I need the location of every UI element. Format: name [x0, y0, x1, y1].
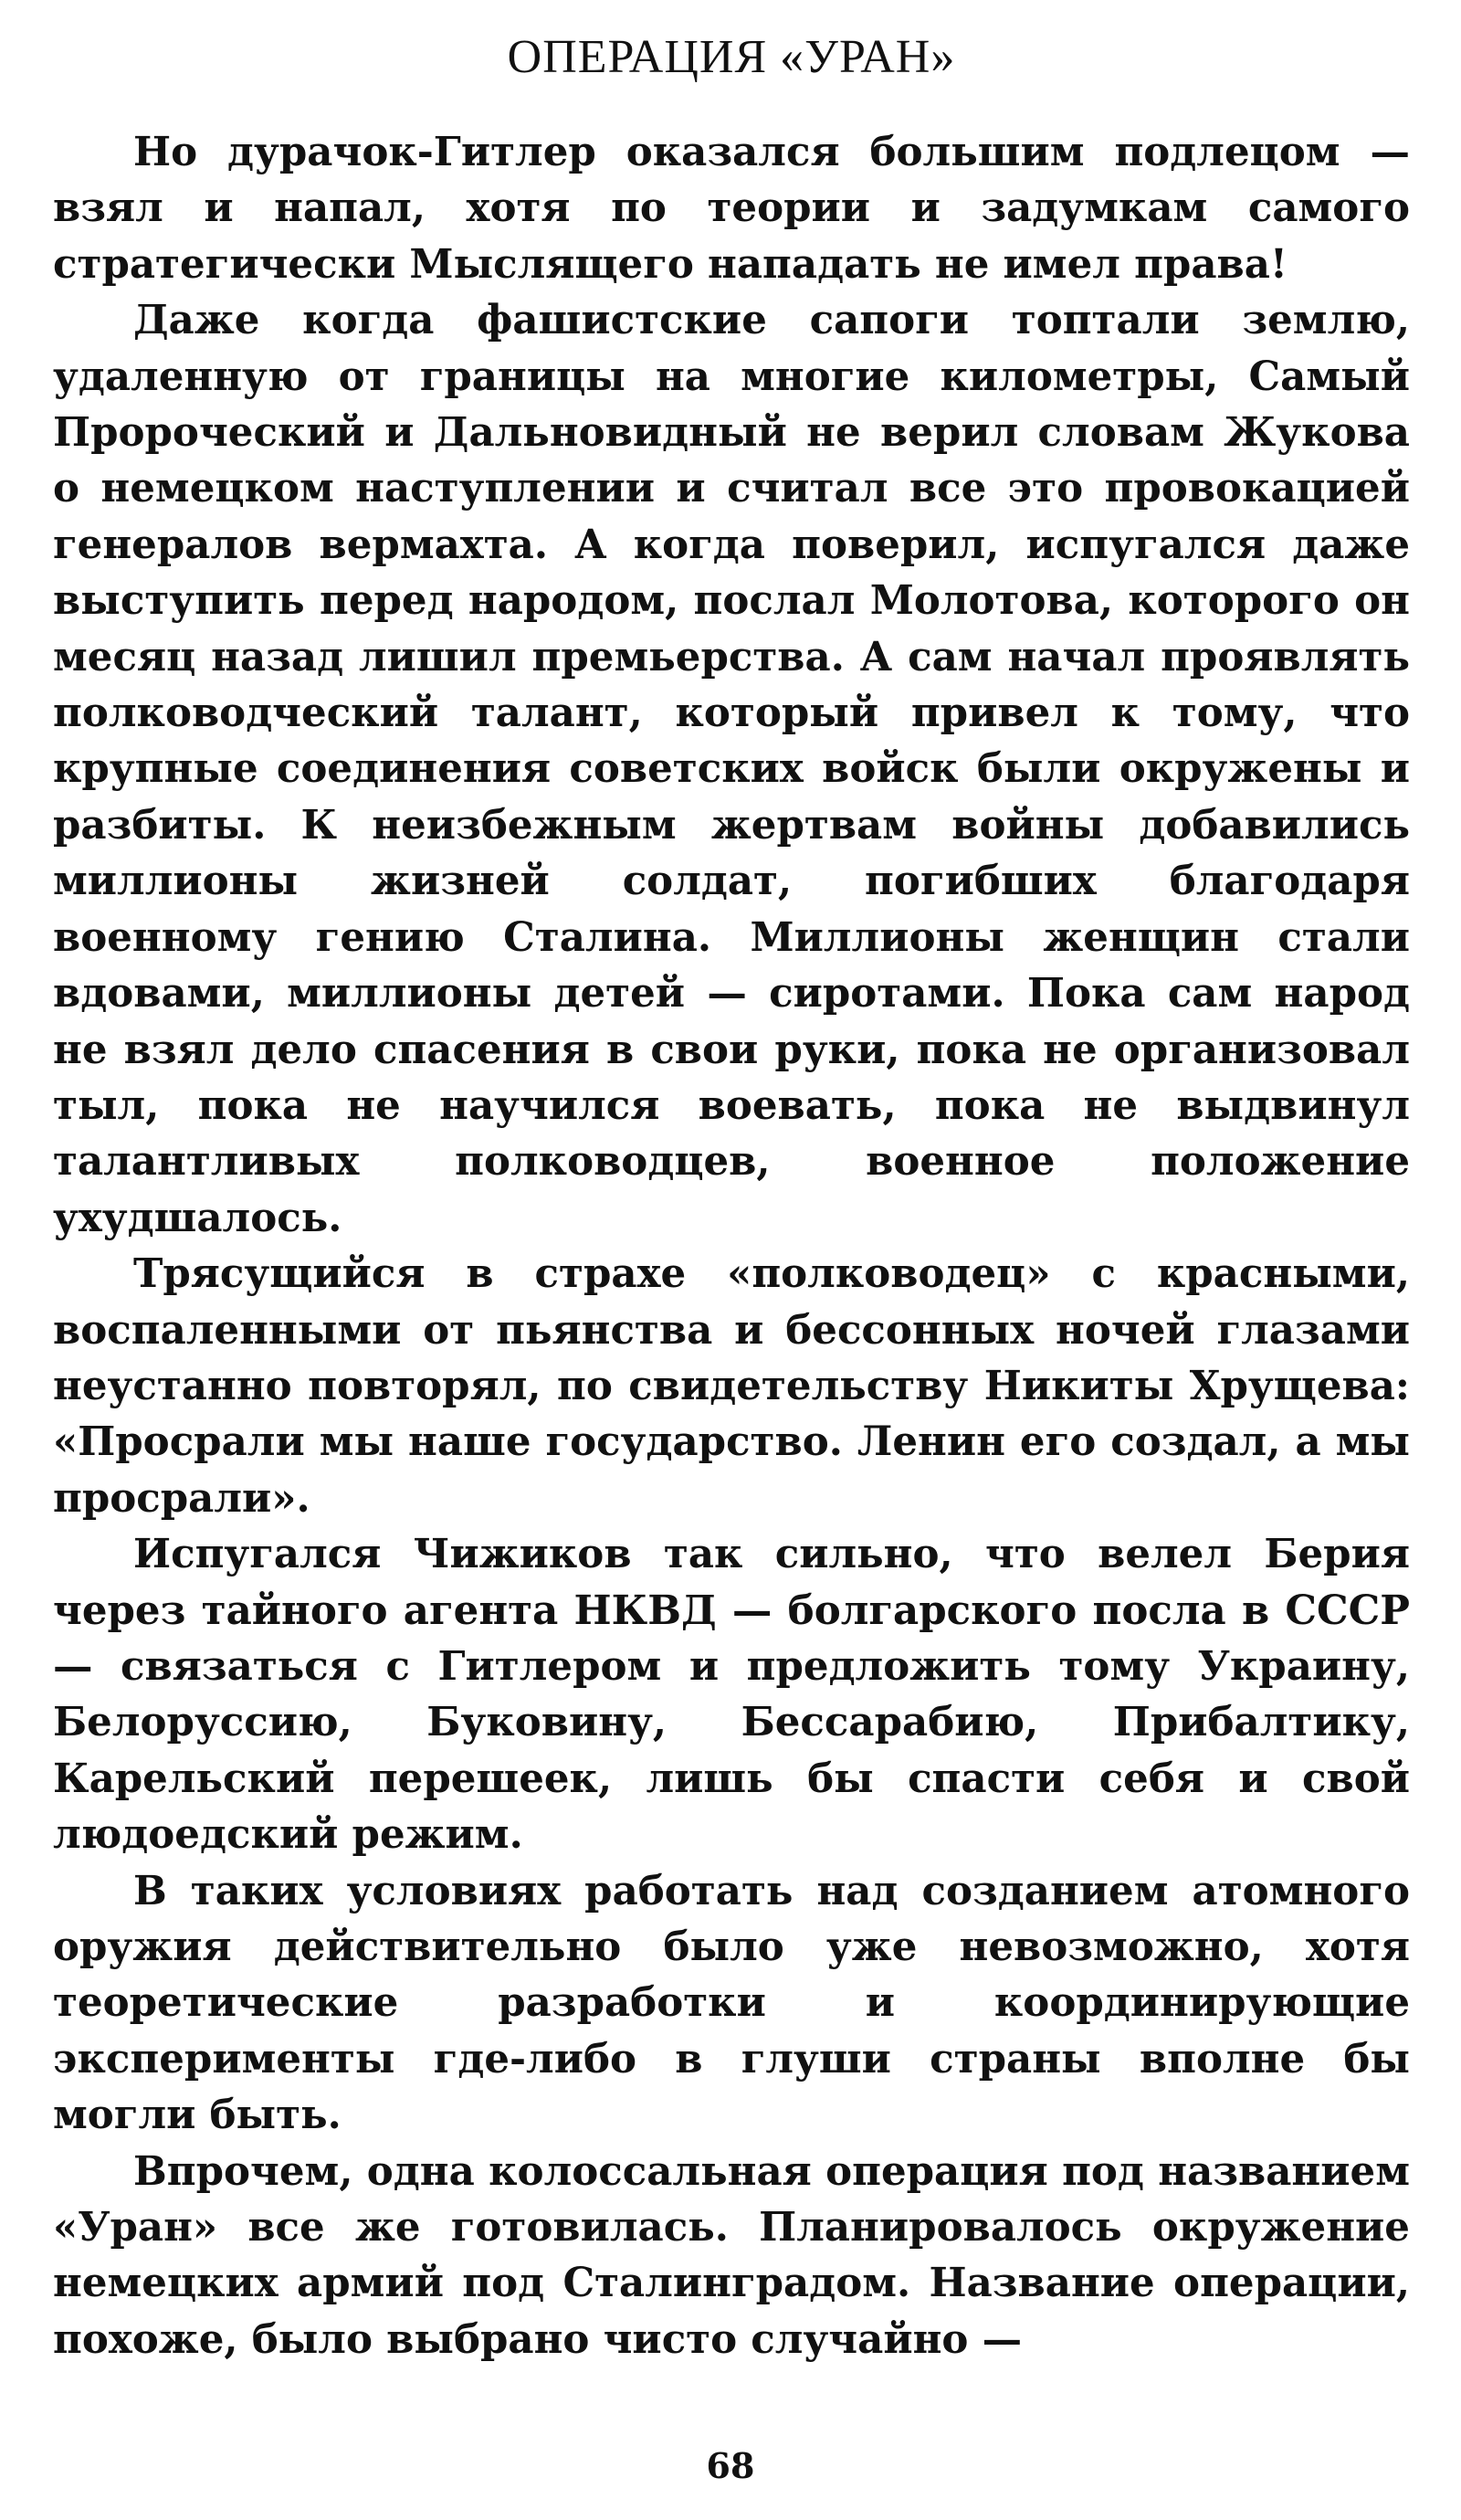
- running-head: ОПЕРАЦИЯ «УРАН»: [507, 31, 956, 83]
- paragraph-3: Трясущийся в страхе «полководец» с красными, воспаленными от пьянства и бессонных ночей глазами неустанно повторял, по свидетельству Никиты Хрущева: «Просрали мы наше государство. Ленин его создал, а мы просрали».: [53, 1250, 1410, 1522]
- paragraph-1: Но дурачок-Гитлер оказался большим подлецом — взял и напал, хотя по теории и задумкам самого стратегически Мыслящего нападать не имел права!: [53, 129, 1410, 288]
- body-text: [53, 124, 1410, 2367]
- page-number: 68: [706, 2445, 755, 2486]
- paragraph-6: Впрочем, одна колоссальная операция под названием «Уран» все же готовилась. Планировалось окружение немецких армий под Сталинградом. Название операции, похоже, было выбрано чисто случайно —: [53, 2147, 1410, 2363]
- paragraph-2: Даже когда фашистские сапоги топтали землю, удаленную от границы на многие километры, Самый Пророческий и Дальновидный не верил словам Жукова о немецком наступлении и считал все это провокацией генералов вермахта. А когда поверил, испугался даже выступить перед народом, послал Молотова, которого он месяц назад лишил премьерства. А сам начал проявлять полководческий талант, который привел к тому, что крупные соединения советских войск были окружены и разбиты. К неизбежным жертвам войны добавились миллионы жизней солдат, погибших благодаря военному гению Сталина. Миллионы женщин стали вдовами, миллионы детей — сиротами. Пока сам народ не взял дело спасения в свои руки, пока не организовал тыл, пока не научился воевать, пока не выдвинул талантливых полководцев, военное положение ухудшалось.: [53, 297, 1410, 1241]
- paragraph-5: В таких условиях работать над созданием атомного оружия действительно было уже невозможно, хотя теоретические разработки и координирующие эксперименты где-либо в глуши страны вполне бы могли быть.: [53, 1867, 1410, 2139]
- paragraph-4: Испугался Чижиков так сильно, что велел Берия через тайного агента НКВД — болгарского посла в СССР — связаться с Гитлером и предложить тому Украину, Белоруссию, Буковину, Бессарабию, Прибалтику, Карельский перешеек, лишь бы спасти себя и свой людоедский режим.: [53, 1531, 1410, 1859]
